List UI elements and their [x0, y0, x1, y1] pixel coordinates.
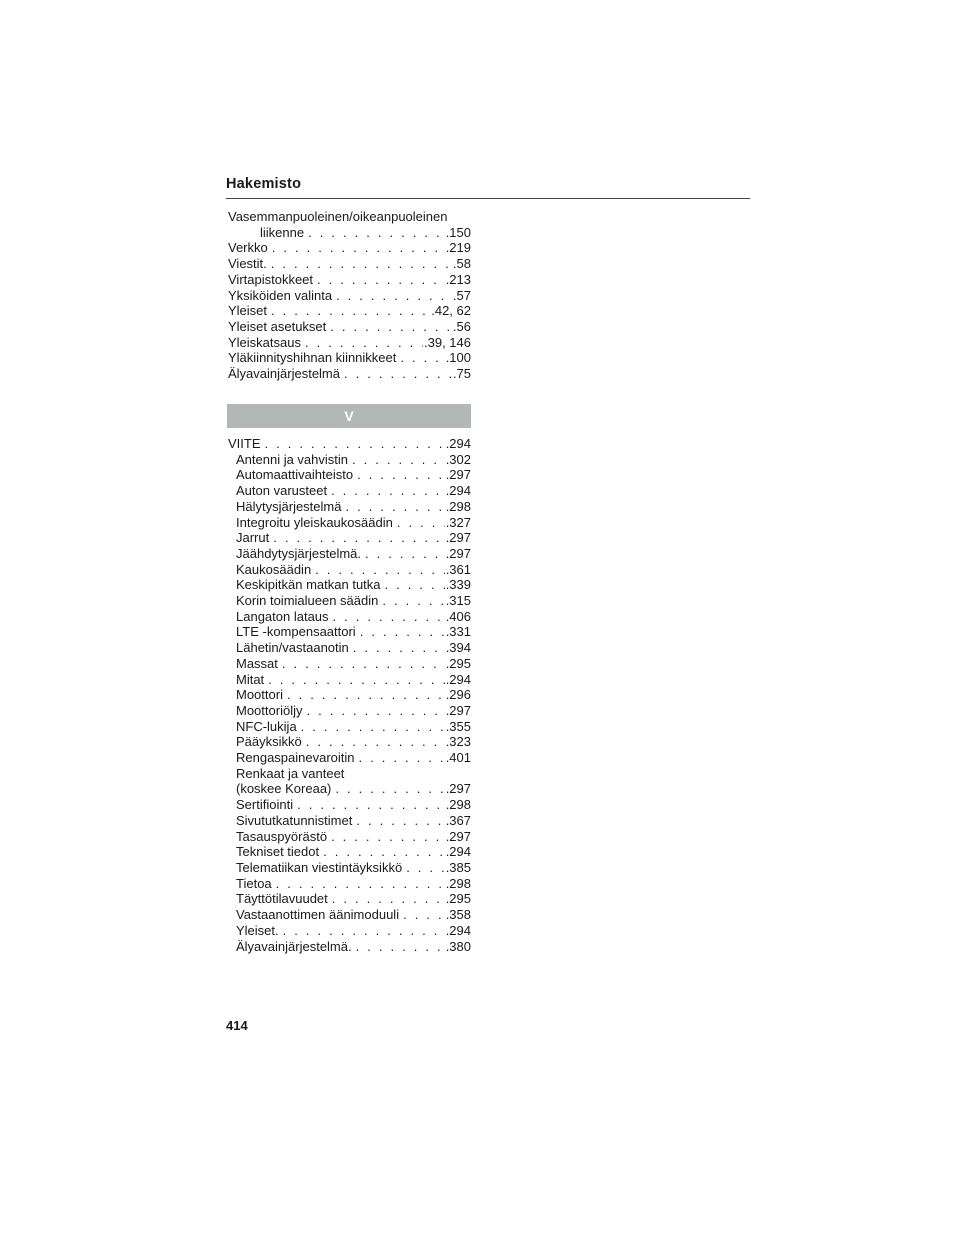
- dot-leader: [332, 288, 452, 304]
- index-entry-term: Tietoa: [236, 875, 272, 891]
- dot-leader: [393, 515, 445, 531]
- dot-leader: [297, 719, 445, 735]
- index-entry-main[interactable]: [228, 436, 471, 452]
- index-entry-term: Langaton lataus: [236, 608, 329, 624]
- index-column-top: [228, 209, 471, 382]
- index-entry-term: Älyavainjärjestelmä.: [236, 938, 352, 954]
- index-entry-page: .39, 146: [424, 334, 471, 350]
- index-entry-term: Verkko: [228, 240, 268, 256]
- index-subentry[interactable]: [228, 813, 471, 829]
- dot-leader: [268, 240, 445, 256]
- index-entry-term: (koskee Koreaa): [236, 781, 332, 797]
- index-subentry[interactable]: [228, 703, 471, 719]
- dot-leader: [378, 593, 444, 609]
- index-subentry[interactable]: [228, 876, 471, 892]
- index-entry-term: Täyttötilavuudet: [236, 891, 328, 907]
- index-entry-page: .323: [445, 734, 471, 750]
- index-entry-page: .401: [445, 750, 471, 766]
- index-entry-page: .294: [445, 436, 471, 451]
- index-subentry[interactable]: [228, 546, 471, 562]
- index-subentry[interactable]: [228, 829, 471, 845]
- index-entry-term: Sertifiointi: [236, 797, 294, 813]
- index-entry-page: .298: [445, 498, 471, 514]
- index-entry-term: Kaukosäädin: [236, 561, 312, 577]
- index-entry-term: Lähetin/vastaanotin: [236, 640, 349, 656]
- index-entry-page: .58: [452, 256, 471, 272]
- index-subentry[interactable]: [228, 530, 471, 546]
- index-entry[interactable]: [228, 240, 471, 256]
- index-subentry[interactable]: [228, 766, 471, 797]
- index-entry-page: .42, 62: [431, 303, 471, 319]
- index-entry-term: Hälytysjärjestelmä: [236, 498, 342, 514]
- index-subentry[interactable]: [228, 797, 471, 813]
- index-entry-term: Integroitu yleiskaukosäädin: [236, 514, 393, 530]
- dot-leader: [348, 452, 445, 468]
- index-subentry[interactable]: [228, 844, 471, 860]
- index-entry[interactable]: [228, 209, 471, 240]
- dot-leader: [319, 844, 445, 860]
- dot-leader: [327, 829, 445, 845]
- index-entry-term: Virtapistokkeet: [228, 271, 314, 287]
- index-entry-term: Yläkiinnityshihnan kiinnikkeet: [228, 350, 397, 366]
- index-subentry[interactable]: [228, 939, 471, 955]
- index-entry-term: Moottori: [236, 687, 283, 703]
- dot-leader: [279, 923, 445, 939]
- index-entry-term-line1: Vasemmanpuoleinen/oikeanpuoleinen: [228, 209, 448, 224]
- index-subentry[interactable]: [228, 719, 471, 735]
- index-subentry[interactable]: [228, 593, 471, 609]
- index-entry-term: Älyavainjärjestelmä: [228, 366, 340, 382]
- index-entry[interactable]: [228, 303, 471, 319]
- dot-leader: [304, 225, 445, 241]
- index-entry-term: Tasauspyörästö: [236, 828, 328, 844]
- index-entry-term: Auton varusteet: [236, 483, 328, 499]
- index-entry[interactable]: [228, 366, 471, 382]
- index-entry-page: .297: [445, 781, 471, 797]
- index-entry-term: Moottoriöljy: [236, 702, 303, 718]
- index-subentry[interactable]: [228, 672, 471, 688]
- index-entry-page: .295: [445, 891, 471, 907]
- index-entry-term: Yleiset.: [236, 922, 279, 938]
- dot-leader: [267, 256, 452, 272]
- dot-leader: [269, 530, 444, 546]
- index-entry-term: Viestit.: [228, 256, 267, 272]
- index-entry-page: .213: [445, 271, 471, 287]
- dot-leader: [349, 640, 445, 656]
- dot-leader: [267, 303, 430, 319]
- index-entry-page: .56: [452, 318, 471, 334]
- dot-leader: [301, 335, 423, 351]
- dot-leader: [264, 672, 445, 688]
- index-entry-page: .295: [445, 655, 471, 671]
- dot-leader: [381, 577, 445, 593]
- index-subentry[interactable]: [228, 609, 471, 625]
- index-entry-term: Vastaanottimen äänimoduuli: [236, 907, 400, 923]
- index-entry-term: Tekniset tiedot: [236, 844, 320, 860]
- index-entry-page: .297: [445, 702, 471, 718]
- index-entry[interactable]: [228, 288, 471, 304]
- index-subentry[interactable]: [228, 687, 471, 703]
- dot-leader: [329, 609, 445, 625]
- index-entry-term: Yksiköiden valinta: [228, 287, 333, 303]
- index-entry-page: .315: [445, 593, 471, 609]
- index-entry-page: .294: [445, 922, 471, 938]
- index-subentry[interactable]: [228, 907, 471, 923]
- index-entry-page: .339: [445, 577, 471, 593]
- index-entry-page: .298: [445, 875, 471, 891]
- index-entry-term: Antenni ja vahvistin: [236, 451, 349, 467]
- index-subentry[interactable]: [228, 499, 471, 515]
- index-entry-page: .358: [445, 907, 471, 923]
- dot-leader: [352, 939, 445, 955]
- index-entry-page: .219: [445, 240, 471, 256]
- index-entry-page: .394: [445, 640, 471, 656]
- dot-leader: [261, 436, 445, 452]
- index-subentry[interactable]: [228, 891, 471, 907]
- index-entry-term: Pääyksikkö: [236, 734, 302, 750]
- index-entry-term-line1: Renkaat ja vanteet: [236, 765, 345, 781]
- index-subentry[interactable]: [228, 640, 471, 656]
- dot-leader: [311, 562, 445, 578]
- index-subentry[interactable]: [228, 515, 471, 531]
- dot-leader: [272, 876, 445, 892]
- dot-leader: [327, 483, 445, 499]
- dot-leader: [283, 687, 445, 703]
- index-entry-term: Yleiskatsaus: [228, 334, 301, 350]
- dot-leader: [326, 319, 452, 335]
- index-entry-term: Jäähdytysjärjestelmä.: [236, 545, 361, 561]
- dot-leader: [293, 797, 445, 813]
- index-entry-page: .385: [445, 859, 471, 875]
- section-letter-band: V: [227, 404, 471, 428]
- index-entry-term: Jarrut: [236, 530, 270, 546]
- index-entry-term: Yleiset asetukset: [228, 318, 327, 334]
- index-entry-page: .355: [445, 718, 471, 734]
- index-subentry[interactable]: [228, 577, 471, 593]
- index-entry-page: .331: [445, 624, 471, 640]
- dot-leader: [402, 860, 445, 876]
- index-entry-term: Korin toimialueen säädin: [236, 593, 379, 609]
- page-header-title: Hakemisto: [226, 176, 302, 192]
- index-entry-term: Telematiikan viestintäyksikkö: [236, 859, 403, 875]
- index-subentry[interactable]: [228, 452, 471, 468]
- header-divider: [226, 198, 750, 199]
- index-entry-term: Mitat: [236, 671, 265, 687]
- index-entry-page: .297: [445, 545, 471, 561]
- index-entry-page: .75: [452, 366, 471, 382]
- index-entry-page: .361: [445, 561, 471, 577]
- index-entry-page: .294: [445, 671, 471, 687]
- index-subentry[interactable]: [228, 483, 471, 499]
- index-subentry[interactable]: [228, 624, 471, 640]
- index-entry-page: .294: [445, 483, 471, 499]
- index-entry-term: Automaattivaihteisto: [236, 467, 354, 483]
- index-entry-page: .294: [445, 844, 471, 860]
- index-entry-page: .327: [445, 514, 471, 530]
- dot-leader: [361, 546, 445, 562]
- dot-leader: [278, 656, 445, 672]
- dot-leader: [340, 366, 452, 382]
- dot-leader: [331, 781, 444, 797]
- index-entry-term: Keskipitkän matkan tutka: [236, 577, 381, 593]
- index-subentry[interactable]: [228, 860, 471, 876]
- index-subentry[interactable]: [228, 750, 471, 766]
- index-entry-term: NFC-lukija: [236, 718, 297, 734]
- index-entry-page: .367: [445, 812, 471, 828]
- index-entry-term: Yleiset: [228, 303, 268, 319]
- page-number: 414: [226, 1018, 248, 1033]
- index-entry-page: .298: [445, 797, 471, 813]
- index-entry[interactable]: [228, 335, 471, 351]
- dot-leader: [328, 891, 445, 907]
- index-column-v: [228, 436, 471, 954]
- dot-leader: [396, 350, 444, 366]
- index-subentry[interactable]: [228, 923, 471, 939]
- index-entry-term: LTE -kompensaattori: [236, 624, 356, 640]
- index-entry-page: .296: [445, 687, 471, 703]
- index-entry-page: .406: [445, 608, 471, 624]
- index-subentry[interactable]: [228, 562, 471, 578]
- dot-leader: [353, 467, 445, 483]
- index-entry-page: .297: [445, 828, 471, 844]
- index-entry-page: .302: [445, 451, 471, 467]
- index-entry-term: liikenne: [260, 224, 305, 240]
- dot-leader: [313, 272, 445, 288]
- index-entry-term: Sivututkatunnistimet: [236, 812, 353, 828]
- dot-leader: [341, 499, 444, 515]
- dot-leader: [355, 750, 445, 766]
- dot-leader: [302, 734, 445, 750]
- index-entry-term: VIITE: [228, 436, 261, 451]
- index-entry-page: .100: [445, 350, 471, 366]
- index-subentry[interactable]: [228, 734, 471, 750]
- index-entry[interactable]: [228, 272, 471, 288]
- index-entry-page: .57: [452, 287, 471, 303]
- index-entry[interactable]: [228, 256, 471, 272]
- index-entry[interactable]: [228, 350, 471, 366]
- index-entry-term: Rengaspainevaroitin: [236, 750, 355, 766]
- index-entry-term: Massat: [236, 655, 278, 671]
- dot-leader: [352, 813, 444, 829]
- index-entry[interactable]: [228, 319, 471, 335]
- index-entry-page: .297: [445, 530, 471, 546]
- dot-leader: [302, 703, 444, 719]
- index-entry-page: .297: [445, 467, 471, 483]
- index-subentry[interactable]: [228, 656, 471, 672]
- dot-leader: [399, 907, 445, 923]
- index-entry-page: .380: [445, 938, 471, 954]
- index-subentry[interactable]: [228, 467, 471, 483]
- index-entry-page: .150: [445, 224, 471, 240]
- dot-leader: [356, 624, 445, 640]
